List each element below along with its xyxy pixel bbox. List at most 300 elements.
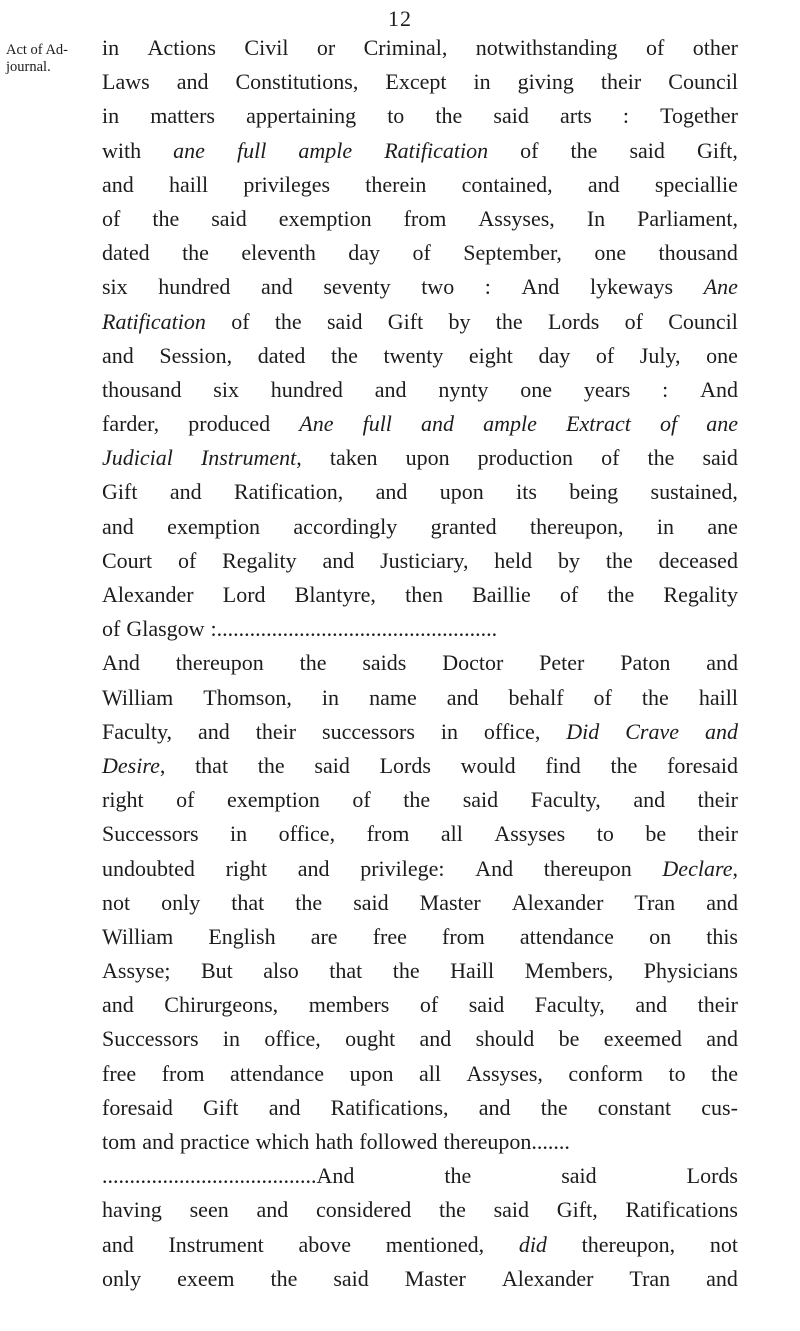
word: Instrument	[168, 1231, 264, 1257]
word: in	[222, 1026, 240, 1052]
word: and	[102, 171, 134, 197]
word: of	[412, 240, 431, 266]
word: :	[622, 103, 629, 129]
word: ample	[298, 137, 353, 163]
word: And	[102, 650, 140, 676]
word: of	[645, 35, 665, 60]
word: Successors	[102, 821, 199, 847]
word: and	[421, 411, 455, 437]
word: production	[477, 445, 573, 471]
word: Constitutions,	[235, 69, 359, 95]
word: in	[473, 69, 491, 95]
word: Judicial	[102, 445, 173, 471]
word: other	[692, 35, 738, 60]
text-line	[102, 646, 738, 680]
word: that	[231, 889, 265, 915]
word: the	[570, 137, 598, 163]
word: Except	[385, 69, 447, 95]
word: Ratification	[384, 137, 489, 163]
text-line	[102, 270, 738, 304]
word: exeem	[177, 1265, 235, 1291]
word: giving	[517, 69, 574, 95]
word: eight	[468, 342, 513, 368]
word: from	[161, 1060, 205, 1086]
word: of	[102, 205, 121, 231]
word: of	[559, 582, 579, 607]
text-line	[102, 31, 738, 65]
word: lykeways	[590, 274, 674, 300]
word: Declare,	[662, 855, 738, 881]
word: all	[419, 1060, 442, 1086]
word: Council	[668, 69, 738, 95]
word: and	[633, 787, 666, 813]
word: the	[540, 1094, 568, 1120]
word: Gift	[203, 1094, 239, 1120]
word: and	[102, 1231, 134, 1257]
word: deceased	[658, 547, 738, 573]
word: notwithstanding	[475, 35, 618, 60]
text-line	[102, 920, 738, 954]
word: Did	[566, 718, 600, 744]
word: Regality	[663, 582, 738, 607]
word: thousand	[102, 376, 182, 402]
text-line	[102, 578, 738, 612]
word: farder,	[102, 411, 160, 437]
word: with	[102, 137, 142, 163]
word: William	[102, 684, 174, 710]
word: Ratification,	[233, 479, 344, 505]
word: of	[419, 992, 439, 1018]
word: said	[493, 103, 529, 129]
word: to	[387, 103, 405, 129]
text-line	[102, 817, 738, 851]
word: nynty	[438, 376, 489, 402]
word: name	[369, 684, 417, 710]
text-line	[102, 99, 738, 133]
word: Thomson,	[203, 684, 292, 710]
word: Council	[668, 308, 738, 334]
word: upon	[405, 445, 450, 471]
word: find	[545, 752, 581, 778]
word: not	[709, 1231, 738, 1257]
word: thousand	[658, 240, 738, 266]
word: September,	[463, 240, 562, 266]
text-line	[102, 441, 738, 475]
word: Regality	[222, 547, 297, 573]
word: in	[102, 103, 120, 129]
word: Court	[102, 547, 153, 573]
text-line	[102, 954, 738, 988]
word: right	[225, 855, 268, 881]
word: hundred	[270, 376, 343, 402]
word: exemption	[278, 205, 372, 231]
word: And	[700, 376, 738, 402]
word: their	[600, 69, 642, 95]
word: Baillie	[472, 582, 531, 607]
word: Ratifications	[625, 1197, 738, 1223]
word: Lords	[686, 1163, 738, 1189]
word: followed	[359, 1129, 438, 1154]
word: speciallie	[654, 171, 738, 197]
word: their	[697, 787, 738, 813]
word: the	[495, 308, 523, 334]
word: produced	[188, 411, 271, 437]
word: its	[516, 479, 537, 505]
word: mentioned,	[385, 1231, 485, 1257]
word: Glasgow	[126, 616, 205, 642]
word: be	[645, 821, 667, 847]
word: only	[161, 889, 201, 915]
word: Paton	[620, 650, 671, 676]
word: the	[270, 1265, 298, 1291]
word: Together	[660, 103, 738, 129]
word: Gift,	[556, 1197, 598, 1223]
word: Parliament,	[637, 205, 738, 231]
word: the	[444, 1163, 472, 1189]
word: and	[375, 479, 408, 505]
word: to	[596, 821, 614, 847]
word: arts	[559, 103, 592, 129]
word: and	[169, 479, 202, 505]
word: Laws	[102, 69, 150, 95]
text-line	[102, 783, 738, 817]
word: ane	[707, 513, 738, 539]
word: and	[102, 992, 134, 1018]
word: office,	[264, 1026, 321, 1052]
word: thereupon.......	[443, 1129, 570, 1154]
word: and	[635, 992, 668, 1018]
word: of	[176, 787, 195, 813]
word: privileges	[243, 171, 331, 197]
word: conform	[568, 1060, 643, 1086]
word: the	[641, 684, 669, 710]
word: Extract	[566, 411, 631, 437]
word: and	[176, 69, 209, 95]
word: exeemed	[603, 1026, 682, 1052]
word: eleventh	[241, 240, 316, 266]
word: one	[520, 376, 553, 402]
word: the	[610, 752, 638, 778]
word: Ratifications,	[330, 1094, 449, 1120]
word: said	[211, 205, 247, 231]
word: the	[274, 308, 302, 334]
word: the	[392, 958, 420, 984]
text-line	[102, 168, 738, 202]
word: Haill	[450, 958, 495, 984]
word: Master	[404, 1265, 466, 1291]
word: Ratification	[102, 308, 206, 334]
word: from	[366, 821, 410, 847]
word: Civil	[244, 35, 289, 60]
margin-note	[6, 42, 88, 76]
word: foresaid	[102, 1094, 173, 1120]
word: day	[348, 240, 381, 266]
body-text	[102, 31, 738, 1296]
word: of	[231, 308, 250, 334]
word: Assyse;	[102, 958, 171, 984]
word: full	[236, 137, 267, 163]
word: and	[322, 547, 355, 573]
word: taken	[329, 445, 378, 471]
word: accordingly	[293, 513, 398, 539]
text-line	[102, 1125, 738, 1159]
text-line	[102, 407, 738, 441]
word: the	[438, 1197, 466, 1223]
word: on	[649, 923, 672, 949]
word: Faculty,	[530, 787, 601, 813]
word: years	[583, 376, 631, 402]
word: of	[595, 342, 615, 368]
text-line	[102, 1193, 738, 1227]
word: said	[314, 752, 350, 778]
text-line	[102, 1159, 738, 1193]
word: Lords	[379, 752, 431, 778]
word: the	[647, 445, 675, 471]
word: Blantyre,	[294, 582, 376, 607]
word: ane	[173, 137, 205, 163]
word: and	[706, 889, 738, 915]
word: Crave	[625, 718, 679, 744]
word: July,	[639, 342, 681, 368]
word: therein	[365, 171, 427, 197]
word: Desire,	[102, 752, 166, 778]
word: Alexander	[102, 582, 194, 607]
word: English	[208, 923, 276, 949]
word: the	[299, 650, 327, 676]
word: Justiciary,	[380, 547, 469, 573]
word: exemption	[226, 787, 320, 813]
word: considered	[315, 1197, 412, 1223]
word: Faculty,	[102, 718, 173, 744]
word: two	[421, 274, 455, 300]
word: being	[569, 479, 619, 505]
word: said	[333, 1265, 369, 1291]
word: full	[362, 411, 392, 437]
text-line	[102, 373, 738, 407]
word: attendance	[229, 1060, 325, 1086]
word: Ane	[299, 411, 334, 437]
text-line	[102, 715, 738, 749]
word: thereupon	[175, 650, 264, 676]
word: be	[558, 1026, 580, 1052]
word: one	[706, 342, 738, 368]
text-line	[102, 749, 738, 783]
word: did	[518, 1231, 547, 1257]
word: of	[102, 616, 121, 642]
word: William	[102, 923, 174, 949]
word: Session,	[159, 342, 233, 368]
word: Gift	[102, 479, 138, 505]
text-line	[102, 681, 738, 715]
word: the	[403, 787, 431, 813]
word: Alexander	[501, 1265, 594, 1291]
word: free	[372, 923, 407, 949]
word: of	[177, 547, 197, 573]
word: Assyses	[494, 821, 566, 847]
word: Ane	[703, 274, 738, 300]
word: and	[374, 376, 407, 402]
word: of	[352, 787, 371, 813]
word: .......................................And	[102, 1163, 355, 1189]
word: said	[493, 1197, 530, 1223]
text-line	[102, 134, 738, 168]
word: not	[102, 889, 131, 915]
word: said	[353, 889, 389, 915]
word: Peter	[539, 650, 585, 676]
word: the	[607, 582, 635, 607]
word: of	[520, 137, 539, 163]
word: members	[308, 992, 390, 1018]
word: and	[587, 171, 620, 197]
word: the	[605, 547, 633, 573]
word: having	[102, 1197, 162, 1223]
word: granted	[430, 513, 497, 539]
word: day	[538, 342, 571, 368]
word: of	[659, 411, 678, 437]
word: thereupon,	[581, 1231, 676, 1257]
word: Tran	[629, 1265, 671, 1291]
text-line	[102, 544, 738, 578]
word: then	[405, 582, 443, 607]
word: all	[440, 821, 463, 847]
word: dated	[102, 240, 150, 266]
word: only	[102, 1265, 142, 1291]
word: and	[706, 650, 738, 676]
word: in	[321, 684, 340, 710]
word: the	[435, 103, 463, 129]
word: the	[182, 240, 209, 266]
word: sustained,	[650, 479, 738, 505]
margin-note-line: journal.	[6, 59, 51, 75]
text-line	[102, 1228, 738, 1262]
word: also	[263, 958, 299, 984]
word: behalf	[508, 684, 564, 710]
word: constant	[597, 1094, 672, 1120]
word: and	[102, 342, 134, 368]
word: Gift	[387, 308, 424, 334]
word: exemption	[167, 513, 261, 539]
word: and	[142, 1129, 174, 1154]
text-line	[102, 1057, 738, 1091]
word: haill	[168, 171, 209, 197]
word: Physicians	[643, 958, 738, 984]
word: In	[586, 205, 606, 231]
word: free	[102, 1060, 137, 1086]
word: Members,	[524, 958, 614, 984]
word: privilege:	[360, 855, 445, 881]
word: But	[200, 958, 233, 984]
word: said	[468, 992, 505, 1018]
text-line	[102, 339, 738, 373]
word: and	[261, 274, 293, 300]
word: upon	[439, 479, 484, 505]
word: Doctor	[442, 650, 504, 676]
word: Alexander	[511, 889, 604, 915]
word: foresaid	[667, 752, 738, 778]
word: ought	[345, 1026, 396, 1052]
text-line	[102, 612, 738, 646]
word: and	[268, 1094, 301, 1120]
text-line	[102, 1022, 738, 1056]
word: And	[475, 855, 514, 881]
word: in	[656, 513, 675, 539]
word: and	[446, 684, 479, 710]
text-line	[102, 202, 738, 236]
word: said	[561, 1163, 597, 1189]
word: and	[706, 1026, 738, 1052]
word: which	[255, 1129, 310, 1154]
word: Instrument,	[200, 445, 302, 471]
word: hath	[315, 1129, 354, 1154]
word: held	[494, 547, 533, 573]
text-line	[102, 988, 738, 1022]
word: attendance	[519, 923, 614, 949]
word: said	[702, 445, 738, 471]
word: in	[230, 821, 248, 847]
word: said	[327, 308, 363, 334]
word: saids	[362, 650, 407, 676]
word: tom	[102, 1129, 137, 1154]
word: should	[475, 1026, 535, 1052]
word: Successors	[102, 1026, 199, 1052]
word: upon	[349, 1060, 394, 1086]
text-line	[102, 65, 738, 99]
word: Lords	[547, 308, 600, 334]
text-line	[102, 475, 738, 509]
word: office,	[278, 821, 336, 847]
word: said	[629, 137, 665, 163]
word: in	[102, 35, 120, 60]
word: Actions	[147, 35, 216, 60]
text-line	[102, 510, 738, 544]
word: ane	[706, 411, 738, 437]
word: appertaining	[246, 103, 357, 129]
word: Assyses,	[466, 1060, 543, 1086]
word: the	[152, 205, 180, 231]
word: their	[255, 718, 297, 744]
word: twenty	[383, 342, 444, 368]
word: haill	[698, 684, 738, 710]
word: said	[462, 787, 499, 813]
word: right	[102, 787, 144, 813]
word: Tran	[634, 889, 676, 915]
word: their	[697, 821, 738, 847]
word: to	[668, 1060, 686, 1086]
text-line	[102, 1091, 738, 1125]
word: office,	[483, 718, 541, 744]
word: of	[601, 445, 620, 471]
word: Master	[419, 889, 481, 915]
word: Chirurgeons,	[164, 992, 279, 1018]
word: contained,	[461, 171, 553, 197]
word: And	[521, 274, 560, 300]
word: practice	[180, 1129, 250, 1154]
word: the	[295, 889, 323, 915]
word: the	[330, 342, 358, 368]
word: cus-	[701, 1094, 738, 1120]
word: would	[460, 752, 516, 778]
word: six	[213, 376, 239, 402]
word: that	[329, 958, 363, 984]
word: undoubted	[102, 855, 195, 881]
text-line	[102, 1262, 738, 1296]
word: and	[198, 718, 230, 744]
word: this	[706, 923, 738, 949]
word: that	[195, 752, 229, 778]
margin-note-line: Act of Ad-	[6, 42, 69, 58]
word: ample	[483, 411, 537, 437]
word: hundred	[158, 274, 231, 300]
